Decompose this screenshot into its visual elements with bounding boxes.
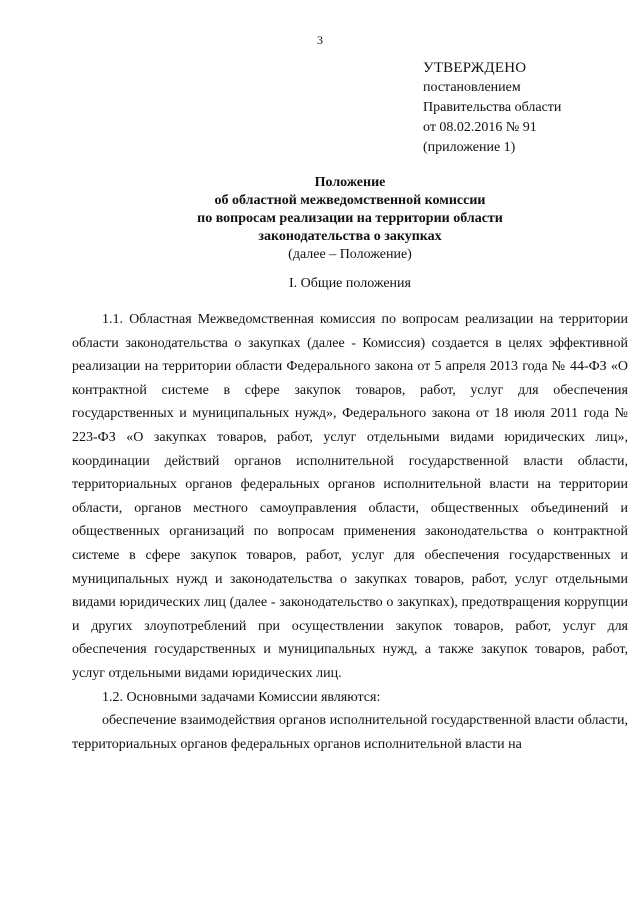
page-number: 3 [317, 33, 323, 47]
document-title [60, 174, 640, 264]
title-line: по вопросам реализации на территории области [197, 211, 503, 226]
title-abbreviation: (далее – Положение) [288, 247, 412, 262]
body-text [72, 308, 628, 756]
title-line: законодательства о закупках [258, 229, 442, 244]
approval-stamp [423, 58, 633, 158]
title-line: Положение [314, 175, 386, 190]
approval-line: Правительства области [423, 100, 562, 115]
approval-line: от 08.02.2016 № 91 [423, 120, 537, 135]
paragraph: 1.1. Областная Межведомственная комиссия по вопросам реализации на территории области законодательства о закупках (далее - Комиссия) создается в целях эффективной реализации на территории области Федерального закона от 5 апреля 2013 года № 44-ФЗ «О контрактной системе в сфере закупок товаров, работ, услуг для обеспечения государственных и муниципальных нужд», Федерального закона от 18 июля 2011 года № 223-ФЗ «О закупках товаров, работ, услуг отдельными видами юридических лиц», координации действий органов исполнительной государственной власти области, территориальных органов федеральных органов исполнительной власти на территории области, органов местного самоуправления области, общественных объединений и общественных организаций по вопросам применения законодательства о контрактной системе в сфере закупок товаров, работ, услуг для обеспечения государственных и муниципальных нужд и законодательства о закупках товаров, работ, услуг отдельными видами юридических лиц (далее - законодательство о закупках), предотвращения коррупции и других злоупотреблений при осуществлении закупок товаров, работ, услуг для обеспечения государственных и муниципальных нужд, а также закупок товаров, работ, услуг отдельными видами юридических лиц. [72, 312, 628, 681]
approval-title: УТВЕРЖДЕНО [423, 60, 527, 76]
paragraph: 1.2. Основными задачами Комиссии являются: [102, 689, 381, 705]
approval-line: постановлением [423, 80, 521, 95]
title-line: об областной межведомственной комиссии [214, 193, 486, 208]
approval-line: (приложение 1) [423, 140, 516, 155]
paragraph: обеспечение взаимодействия органов исполнительной государственной власти области, территориальных органов федеральных органов исполнительной власти на [72, 713, 628, 752]
section-heading: I. Общие положения [289, 276, 411, 291]
